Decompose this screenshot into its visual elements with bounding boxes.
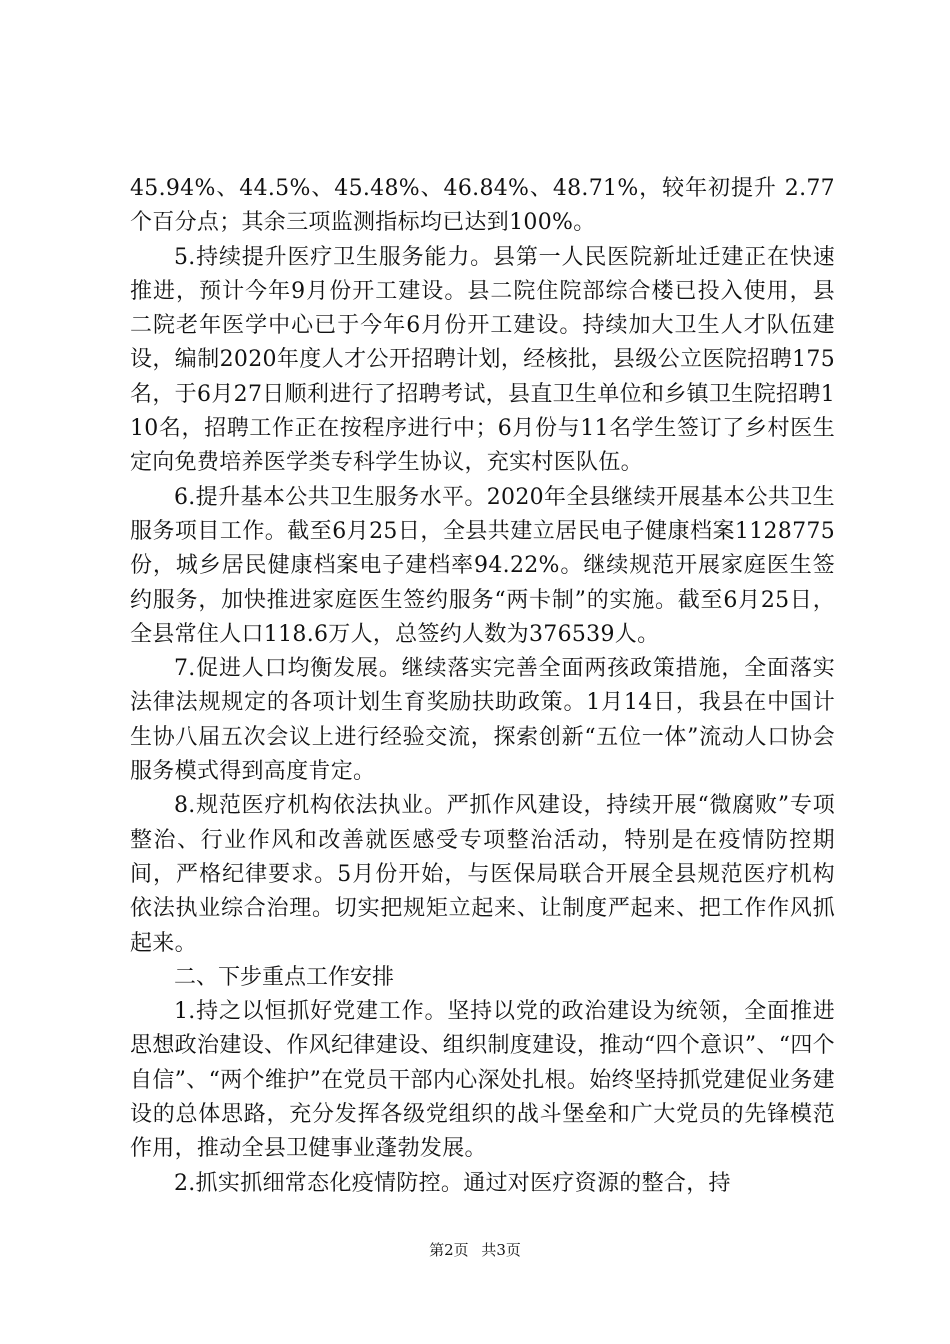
page-total: 共3页 [481,1241,521,1259]
body-paragraph: 1.持之以恒抓好党建工作。坚持以党的政治建设为统领，全面推进思想政治建设、作风纪律建设、组织制度建设，推动“四个意识”、“四个自信”、“两个维护”在党员干部内心深处扎根。始终坚持抓党建促业务建设的总体思路，充分发挥各级党组织的战斗堡垒和广大党员的先锋模范作用，推动全县卫健事业蓬勃发展。 [130,999,835,1162]
body-paragraph: 7.促进人口均衡发展。继续落实完善全面两孩政策措施，全面落实法律法规规定的各项计划生育奖励扶助政策。1月14日，我县在中国计生协八届五次会议上进行经验交流，探索创新“五位一体”流动人口协会服务模式得到高度肯定。 [130,656,835,785]
page-number: 第2页 [429,1241,469,1259]
page-footer [0,1240,950,1260]
document-body [130,172,835,1201]
section-heading: 二、下步重点工作安排 [174,964,395,990]
body-paragraph: 5.持续提升医疗卫生服务能力。县第一人民医院新址迁建正在快速推进，预计今年9月份开工建设。县二院住院部综合楼已投入使用，县二院老年医学中心已于今年6月份开工建设。持续加大卫生人才队伍建设，编制2020年度人才公开招聘计划，经核批，县级公立医院招聘175名，于6月27日顺利进行了招聘考试，县直卫生单位和乡镇卫生院招聘110名，招聘工作正在按程序进行中；6月份与11名学生签订了乡村医生定向免费培养医学类专科学生协议，充实村医队伍。 [130,244,835,476]
body-paragraph: 2.抓实抓细常态化疫情防控。通过对医疗资源的整合，持 [174,1170,731,1196]
body-paragraph: 45.94%、44.5%、45.48%、46.84%、48.71%，较年初提升 2.77 个百分点；其余三项监测指标均已达到100%。 [130,176,835,236]
body-paragraph: 6.提升基本公共卫生服务水平。2020年全县继续开展基本公共卫生服务项目工作。截至6月25日，全县共建立居民电子健康档案1128775份，城乡居民健康档案电子建档率94.22%。继续规范开展家庭医生签约服务，加快推进家庭医生签约服务“两卡制”的实施。截至6月25日，全县常住人口118.6万人，总签约人数为376539人。 [130,484,835,647]
body-paragraph: 8.规范医疗机构依法执业。严抓作风建设，持续开展“微腐败”专项整治、行业作风和改善就医感受专项整治活动，特别是在疫情防控期间，严格纪律要求。5月份开始，与医保局联合开展全县规范医疗机构依法执业综合治理。切实把规矩立起来、让制度严起来、把工作作风抓起来。 [130,793,835,956]
